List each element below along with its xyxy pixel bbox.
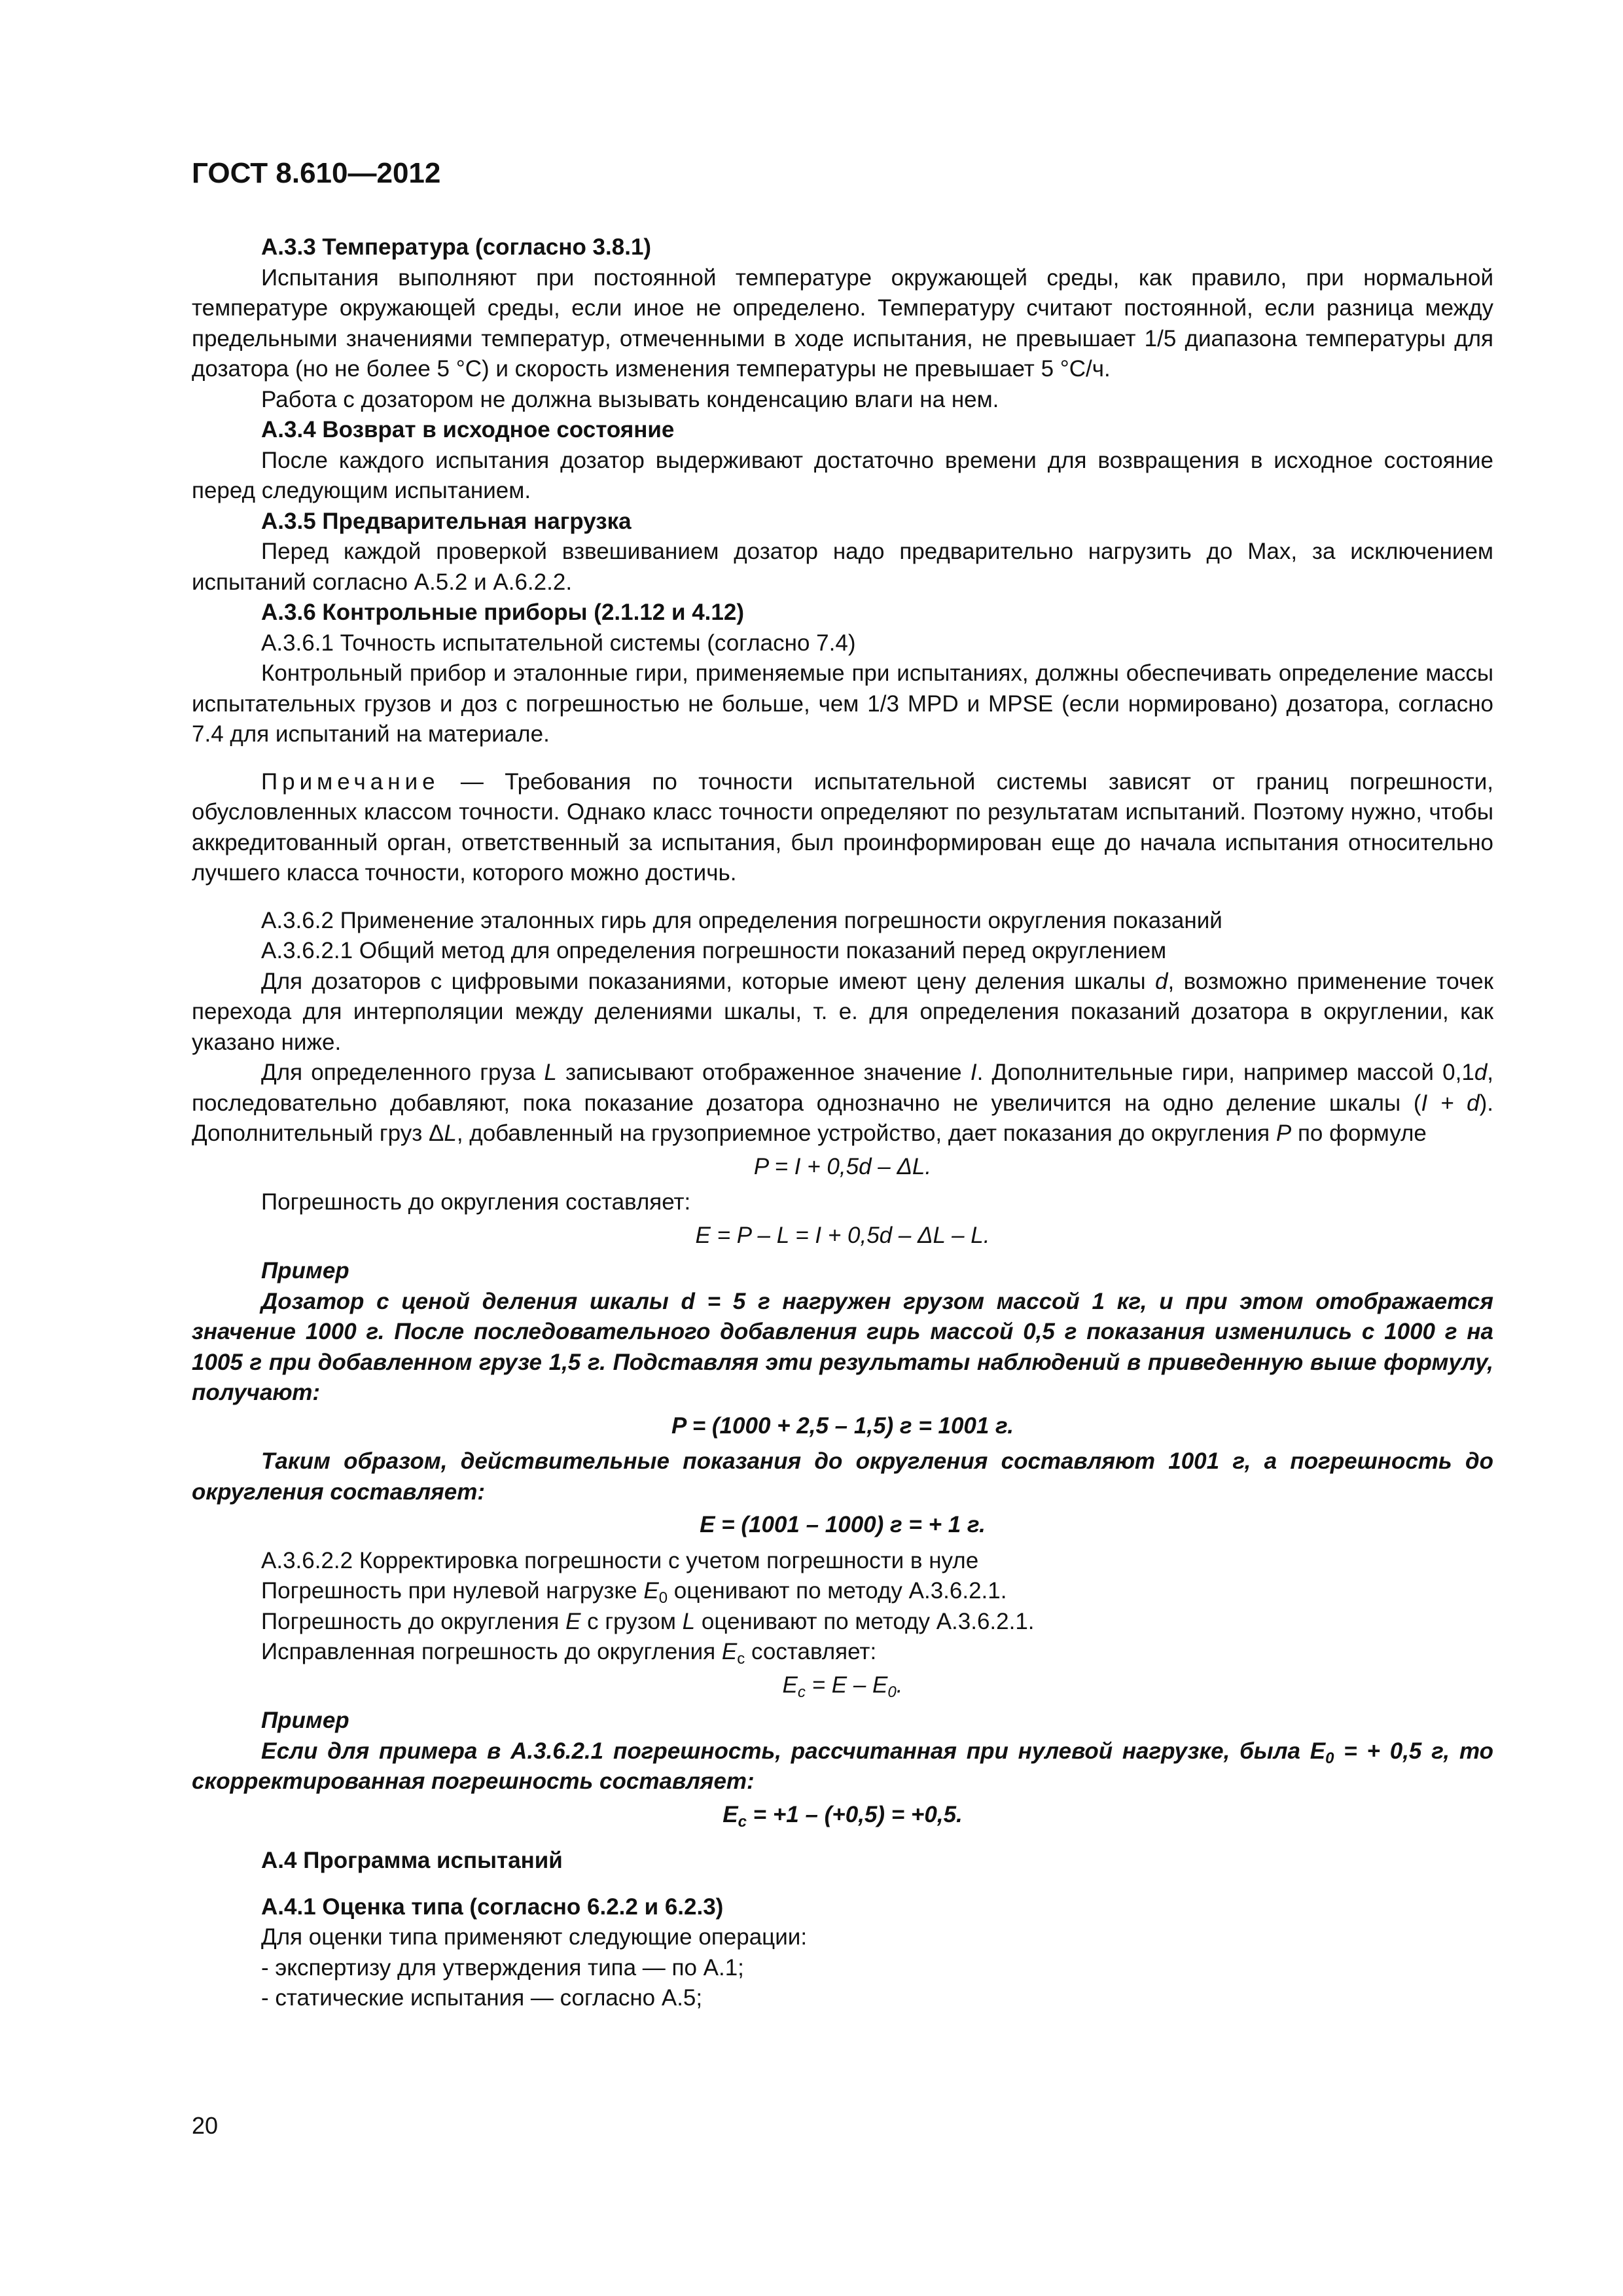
paragraph: Для дозаторов с цифровыми показаниями, которые имеют цену деления шкалы d, возможно применение точек перехода для интерполяции между делениями шкалы, т. е. для определения показаний дозатора в округлении, как указано ниже. bbox=[192, 968, 1494, 1055]
formula: P = I + 0,5d – ΔL. bbox=[753, 1153, 932, 1179]
example-label: Пример bbox=[261, 1258, 349, 1283]
example-formula: P = (1000 + 2,5 – 1,5) г = 1001 г. bbox=[671, 1412, 1014, 1439]
list-item: - статические испытания — согласно А.5; bbox=[261, 1985, 703, 2011]
note-text: — Требования по точности испытательной системы зависят от границ погрешности, обусловленных классом точности. Однако класс точности определяют по результатам испытаний. Поэтому нужно, чтобы аккредитованный орган, ответственный за испытания, был проинформирован еще до начала испытания относительно лучшего класса точности, которого можно достичь. bbox=[192, 768, 1493, 886]
example-text: Дозатор с ценой деления шкалы d = 5 г нагружен грузом массой 1 кг, и при этом отображается значение 1000 г. После последовательного добавления гирь массой 0,5 г показания изменились с 1000 г на 1005 г при добавленном грузе 1,5 г. Подставляя эти результаты наблюдений в приведенную выше формулу, получают: bbox=[192, 1288, 1493, 1405]
paragraph: Испытания выполняют при постоянной температуре окружающей среды, как правило, при нормальной температуре окружающей среды, если иное не определено. Температуру считают постоянной, если разница между предельными значениями температур, отмеченными в ходе испытания, не превышает 1/5 диапазона температуры для дозатора (но не более 5 °С) и скорость изменения температуры не превышает 5 °С/ч. bbox=[192, 264, 1493, 382]
document-body bbox=[192, 232, 1493, 2014]
section-a36-heading: А.3.6 Контрольные приборы (2.1.12 и 4.12) bbox=[261, 600, 744, 625]
paragraph: Погрешность до округления составляет: bbox=[261, 1189, 691, 1215]
subsection-heading: А.3.6.2.2 Корректировка погрешности с учетом погрешности в нуле bbox=[261, 1547, 979, 1573]
paragraph: После каждого испытания дозатор выдерживают достаточно времени для возвращения в исходное состояние перед следующим испытанием. bbox=[192, 447, 1493, 503]
paragraph: Работа с дозатором не должна вызывать конденсацию влаги на нем. bbox=[261, 386, 999, 412]
example-formula: E = (1001 – 1000) г = + 1 г. bbox=[700, 1512, 986, 1537]
example-text: Таким образом, действительные показания до округления составляют 1001 г, а погрешность до округления составляет: bbox=[192, 1448, 1493, 1505]
subsection-heading: А.3.6.2.1 Общий метод для определения погрешности показаний перед округлением bbox=[261, 938, 1167, 963]
subsection-heading: А.3.6.2 Применение эталонных гирь для определения погрешности округления показаний bbox=[261, 907, 1222, 933]
section-a41-heading: А.4.1 Оценка типа (согласно 6.2.2 и 6.2.3) bbox=[261, 1893, 724, 1920]
section-a34-heading: А.3.4 Возврат в исходное состояние bbox=[261, 417, 675, 442]
subsection-heading: А.3.6.1 Точность испытательной системы (согласно 7.4) bbox=[261, 630, 856, 656]
section-a33-heading: А.3.3 Температура (согласно 3.8.1) bbox=[261, 234, 652, 260]
formula: E = P – L = I + 0,5d – ΔL – L. bbox=[695, 1222, 990, 1248]
paragraph: Исправленная погрешность до округления $E_c$ составляет: bbox=[261, 1639, 877, 1668]
example-formula: $E_c = +1 - (+0,5) = +0,5$. bbox=[722, 1801, 963, 1831]
note-label: Примечание bbox=[261, 768, 440, 795]
section-a35-heading: А.3.5 Предварительная нагрузка bbox=[261, 508, 632, 534]
paragraph: Перед каждой проверкой взвешиванием дозатор надо предварительно нагрузить до Max, за исключением испытаний согласно А.5.2 и А.6.2.2. bbox=[192, 539, 1493, 595]
section-a4-heading: А.4 Программа испытаний bbox=[261, 1848, 563, 1873]
example-text: Если для примера в А.3.6.2.1 погрешность, рассчитанная при нулевой нагрузке, была $E_0$ = + 0,5 г, то скорректированная погрешность составляет: bbox=[192, 1738, 1493, 1794]
page-number: 20 bbox=[192, 2112, 219, 2139]
paragraph: Контрольный прибор и эталонные гири, применяемые при испытаниях, должны обеспечивать определение массы испытательных грузов и доз с погрешностью не больше, чем 1/3 MPD и MPSE (если нормировано) дозатора, согласно 7.4 для испытаний на материале. bbox=[192, 660, 1493, 747]
paragraph: Погрешность при нулевой нагрузке $E_0$ оценивают по методу А.3.6.2.1. bbox=[261, 1578, 1007, 1607]
document-header: ГОСТ 8.610—2012 bbox=[192, 157, 441, 189]
paragraph: Погрешность до округления E с грузом L оценивают по методу А.3.6.2.1. bbox=[261, 1608, 1035, 1634]
example-label: Пример bbox=[261, 1708, 349, 1733]
list-item: - экспертизу для утверждения типа — по А.1; bbox=[261, 1954, 744, 1981]
note bbox=[192, 767, 1493, 889]
formula: $E_c = E - E_0$. bbox=[782, 1672, 903, 1701]
paragraph: Для определенного груза L записывают отображенное значение I. Дополнительные гири, например массой 0,1d, последовательно добавляют, пока показание дозатора однозначно не увеличится на одно деление шкалы (I + d). Дополнительный груз ΔL, добавленный на грузоприемное устройство, дает показания до округления P по формуле bbox=[192, 1060, 1494, 1146]
paragraph: Для оценки типа применяют следующие операции: bbox=[261, 1924, 808, 1950]
